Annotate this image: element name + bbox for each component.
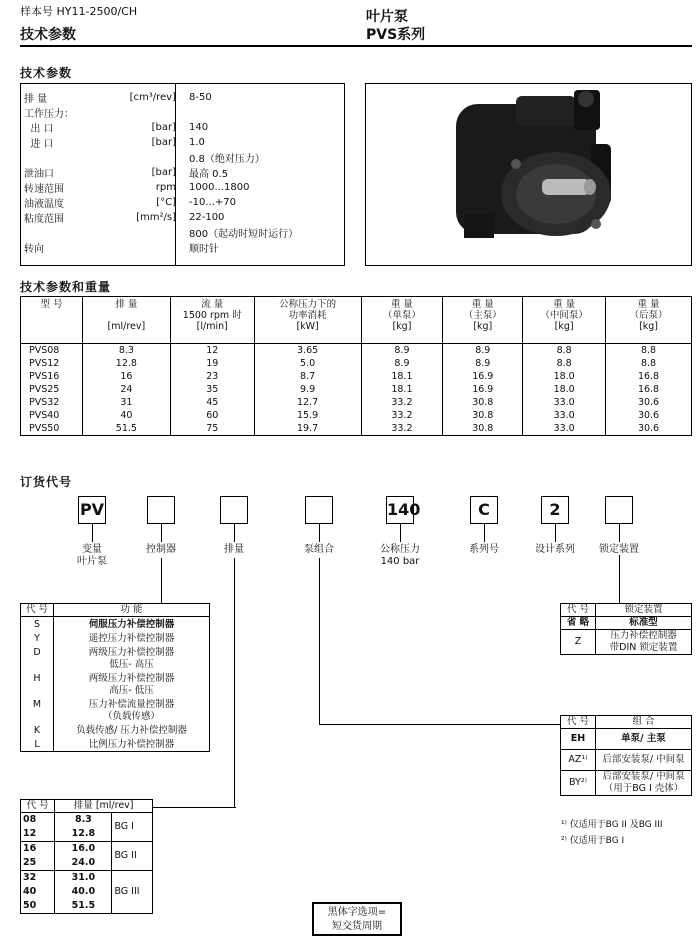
- lock-description: [596, 630, 692, 655]
- weight-section-title: 技术参数和重量: [20, 280, 112, 294]
- weight-header: [82, 297, 170, 344]
- displacement-code: 12: [21, 827, 55, 842]
- spec-row: [21, 150, 344, 165]
- order-code-box: [220, 496, 248, 524]
- weight-header-line: （中间泵）: [540, 310, 588, 321]
- spec-unit: rpm: [155, 182, 176, 193]
- weight-cell: 18.0: [523, 383, 606, 396]
- weight-cell: 8.9: [361, 357, 443, 370]
- weight-cell: 5.0: [254, 357, 361, 370]
- displacement-row: [21, 842, 153, 857]
- spec-value: [179, 105, 344, 120]
- weight-cell: 16.8: [606, 383, 692, 396]
- weight-cell: 15.9: [254, 409, 361, 422]
- weight-row: [21, 357, 692, 370]
- weight-cell: 23: [170, 370, 254, 383]
- displacement-table: [20, 799, 153, 914]
- lock-code: 省 略: [561, 617, 596, 630]
- weight-cell: 16.9: [443, 383, 523, 396]
- spec-row: [21, 195, 344, 210]
- function-row: [21, 697, 210, 723]
- order-code-label-line: 变量: [82, 544, 102, 555]
- displacement-code: 50: [21, 899, 55, 914]
- weight-header-line: 公称压力下的: [279, 299, 337, 310]
- spec-label: 工作压力：: [24, 109, 74, 120]
- displacement-code: 25: [21, 856, 55, 871]
- function-code: H: [21, 671, 54, 697]
- weight-header-line: 1500 rpm 时: [182, 310, 242, 321]
- spec-value: 最高 0.5: [189, 169, 229, 180]
- function-text-line: 遥控压力补偿控制器: [88, 633, 175, 644]
- model-cell: PVS32: [21, 396, 83, 409]
- spec-row: [21, 105, 344, 120]
- combination-text-line: （用于BG Ⅰ 壳体）: [603, 783, 684, 794]
- weight-cell: 30.6: [606, 409, 692, 422]
- lock-text-line: 压力补偿控制器: [610, 630, 677, 641]
- weight-row: [21, 370, 692, 383]
- header-rule: [20, 45, 692, 47]
- model-cell: PVS50: [21, 422, 83, 436]
- doc-number: 样本号 HY11-2500/CH: [20, 5, 138, 18]
- displacement-code: 08: [21, 813, 55, 828]
- weight-header-line: 重 量: [553, 299, 576, 310]
- weight-header-line: 型 号: [40, 299, 63, 310]
- order-code-tick: [400, 524, 401, 542]
- function-table: [20, 603, 210, 752]
- weight-header-line: [kg]: [554, 321, 574, 332]
- function-text-line: 低压- 高压: [109, 659, 154, 670]
- weight-header-line: [kW]: [296, 321, 319, 332]
- order-code-tick: [92, 524, 93, 542]
- spec-unit: [87, 225, 179, 240]
- spec-row: [21, 90, 344, 105]
- spec-label: 油液温度: [24, 199, 64, 210]
- function-text-line: （负载传感）: [102, 711, 160, 722]
- weight-row: [21, 409, 692, 422]
- displacement-value: 31.0: [55, 871, 112, 886]
- function-description: [54, 737, 210, 752]
- weight-cell: 75: [170, 422, 254, 436]
- combination-code: AZ¹⁾: [561, 750, 596, 771]
- spec-value: 顺时针: [189, 244, 219, 255]
- weight-header-line: （主泵）: [463, 310, 502, 321]
- spec-label: 转向: [24, 244, 44, 255]
- combination-row: [561, 729, 692, 750]
- weight-cell: 3.65: [254, 344, 361, 358]
- weight-header: [443, 297, 523, 344]
- weight-header-line: 功率消耗: [288, 310, 327, 321]
- order-code-box: 140: [386, 496, 414, 524]
- weight-cell: 33.0: [523, 396, 606, 409]
- displacement-value: 16.0: [55, 842, 112, 857]
- combination-header-row: [561, 716, 692, 729]
- legend-line-1: 黑体字选项=: [327, 907, 387, 918]
- weight-header-line: 排 量: [115, 299, 138, 310]
- function-name-header: 功 能: [54, 604, 210, 617]
- function-row: [21, 671, 210, 697]
- function-code: L: [21, 737, 54, 752]
- weight-cell: 8.8: [606, 344, 692, 358]
- pump-photo: [366, 84, 691, 265]
- displacement-value: 24.0: [55, 856, 112, 871]
- function-description: [54, 617, 210, 632]
- order-code-box: [305, 496, 333, 524]
- spec-value: 22-100: [189, 212, 225, 223]
- spec-row: [21, 135, 344, 150]
- function-code: D: [21, 645, 54, 671]
- spec-row: [21, 180, 344, 195]
- weight-cell: 12: [170, 344, 254, 358]
- order-code-box: PV: [78, 496, 106, 524]
- spec-value: 0.8（绝对压力）: [189, 154, 265, 165]
- spec-value: 1000...1800: [189, 182, 250, 193]
- weight-cell: 33.0: [523, 409, 606, 422]
- function-code: K: [21, 723, 54, 737]
- weight-header: [21, 297, 83, 344]
- series-name: PVS系列: [366, 27, 426, 43]
- spec-table: [21, 90, 344, 255]
- lock-row: [561, 630, 692, 655]
- order-code-box: [147, 496, 175, 524]
- combination-code-header: 代 号: [561, 716, 596, 729]
- displacement-code-header: 代 号: [21, 800, 55, 813]
- weight-cell: 12.7: [254, 396, 361, 409]
- spec-value: 800（起动时短时运行）: [189, 229, 299, 240]
- model-cell: PVS12: [21, 357, 83, 370]
- spec-value: 8-50: [189, 92, 212, 103]
- lock-table: [560, 603, 692, 655]
- function-description: [54, 645, 210, 671]
- weight-header-line: [ml/rev]: [107, 321, 146, 332]
- order-code-box: 2: [541, 496, 569, 524]
- displacement-value: 51.5: [55, 899, 112, 914]
- weight-cell: 8.9: [443, 357, 523, 370]
- spec-row: [21, 120, 344, 135]
- displacement-code: 16: [21, 842, 55, 857]
- connector-combination-h: [319, 724, 560, 725]
- function-row: [21, 737, 210, 752]
- spec-unit: [bar]: [151, 122, 176, 133]
- function-code: S: [21, 617, 54, 632]
- function-text-line: 两级压力补偿控制器: [88, 647, 175, 658]
- weight-cell: 8.8: [523, 357, 606, 370]
- order-code-label-line: 系列号: [469, 544, 499, 555]
- weight-cell: 8.3: [82, 344, 170, 358]
- order-code-label-line: 泵组合: [304, 544, 334, 555]
- spec-unit: [87, 105, 179, 120]
- displacement-code: 40: [21, 885, 55, 899]
- function-text-line: 两级压力补偿控制器: [88, 673, 175, 684]
- weight-cell: 30.8: [443, 409, 523, 422]
- spec-unit: [bar]: [151, 137, 176, 148]
- connector-displacement-v: [234, 558, 235, 807]
- weight-cell: 30.6: [606, 396, 692, 409]
- weight-header-line: [kg]: [639, 321, 659, 332]
- weight-row: [21, 396, 692, 409]
- order-code-label-line: 排量: [224, 544, 244, 555]
- weight-cell: 19.7: [254, 422, 361, 436]
- weight-cell: 16.9: [443, 370, 523, 383]
- combination-description: [596, 729, 692, 750]
- lock-code: Z: [561, 630, 596, 655]
- lock-row: [561, 617, 692, 630]
- weight-cell: 45: [170, 396, 254, 409]
- weight-row: [21, 422, 692, 436]
- weight-header: [254, 297, 361, 344]
- spec-value: 1.0: [189, 137, 205, 148]
- displacement-value: 40.0: [55, 885, 112, 899]
- function-text-line: 伺服压力补偿控制器: [88, 619, 175, 630]
- function-description: [54, 697, 210, 723]
- order-code-label: [360, 544, 440, 568]
- header-left-title: 技术参数: [20, 27, 76, 43]
- combination-name-header: 组 合: [596, 716, 692, 729]
- weight-header-line: 重 量: [471, 299, 494, 310]
- weight-cell: 18.1: [361, 370, 443, 383]
- combination-code: BY²⁾: [561, 771, 596, 796]
- weight-row: [21, 383, 692, 396]
- size-group: BG III: [112, 871, 153, 914]
- weight-cell: 31: [82, 396, 170, 409]
- spec-unit: [bar]: [151, 167, 176, 178]
- spec-label: 进 口: [24, 139, 54, 150]
- model-cell: PVS16: [21, 370, 83, 383]
- function-code: M: [21, 697, 54, 723]
- function-row: [21, 723, 210, 737]
- function-description: [54, 671, 210, 697]
- model-cell: PVS08: [21, 344, 83, 358]
- spec-unit: [87, 240, 179, 255]
- lock-name-header: 锁定装置: [596, 604, 692, 617]
- model-cell: PVS40: [21, 409, 83, 422]
- weight-row: [21, 344, 692, 358]
- weight-cell: 24: [82, 383, 170, 396]
- order-code-tick: [484, 524, 485, 542]
- weight-header-line: [kg]: [392, 321, 412, 332]
- weight-cell: 30.6: [606, 422, 692, 436]
- weight-cell: 60: [170, 409, 254, 422]
- weight-cell: 51.5: [82, 422, 170, 436]
- connector-control-v: [161, 558, 162, 603]
- product-name: 叶片泵: [366, 9, 408, 25]
- spec-unit: [87, 150, 179, 165]
- spec-label: 泄油口: [24, 169, 54, 180]
- weight-cell: 8.9: [443, 344, 523, 358]
- function-text-line: 负载传感/ 压力补偿控制器: [76, 725, 187, 736]
- spec-label: 转速范围: [24, 184, 64, 195]
- lock-text-line: 标准型: [629, 617, 658, 628]
- displacement-code: 32: [21, 871, 55, 886]
- weight-header-line: 重 量: [390, 299, 413, 310]
- combination-description: [596, 750, 692, 771]
- weight-cell: 9.9: [254, 383, 361, 396]
- spec-row: [21, 210, 344, 225]
- function-row: [21, 631, 210, 645]
- order-code-tick: [161, 524, 162, 542]
- lock-code-header: 代 号: [561, 604, 596, 617]
- weight-cell: 33.2: [361, 396, 443, 409]
- order-code-label-line: 设计系列: [535, 544, 575, 555]
- weight-cell: 8.7: [254, 370, 361, 383]
- order-code-label: [194, 544, 274, 556]
- displacement-value: 8.3: [55, 813, 112, 828]
- combination-row: [561, 750, 692, 771]
- spec-box: [20, 83, 345, 266]
- order-code-box: C: [470, 496, 498, 524]
- order-code-tick: [319, 524, 320, 542]
- order-code-tick: [234, 524, 235, 542]
- spec-label: 粘度范围: [24, 214, 64, 225]
- weight-header: [606, 297, 692, 344]
- spec-row: [21, 165, 344, 180]
- size-group: BG II: [112, 842, 153, 871]
- connector-lock-v: [619, 555, 620, 603]
- weight-cell: 12.8: [82, 357, 170, 370]
- combination-text-line: 后部安装泵/ 中间泵: [602, 754, 685, 765]
- function-description: [54, 723, 210, 737]
- weight-cell: 33.2: [361, 409, 443, 422]
- weight-cell: 40: [82, 409, 170, 422]
- weight-header: [361, 297, 443, 344]
- function-row: [21, 645, 210, 671]
- function-row: [21, 617, 210, 632]
- function-header-row: [21, 604, 210, 617]
- lock-text-line: 带DIN 锁定装置: [609, 642, 678, 653]
- order-code-label-line: 控制器: [146, 544, 176, 555]
- order-code-tick: [555, 524, 556, 542]
- order-section-title: 订货代号: [20, 475, 73, 489]
- displacement-row: [21, 813, 153, 828]
- weight-cell: 30.8: [443, 396, 523, 409]
- spec-row: [21, 240, 344, 255]
- combination-note-2: ²⁾ 仅适用于BG I: [561, 836, 625, 846]
- spec-value: 140: [189, 122, 209, 133]
- order-code-label-line: 140 bar: [380, 556, 420, 567]
- weight-header-line: [kg]: [473, 321, 493, 332]
- weight-header-line: （单泵）: [382, 310, 421, 321]
- function-text-line: 比例压力补偿控制器: [88, 739, 175, 750]
- order-code-label: [444, 544, 524, 556]
- order-code-box: [605, 496, 633, 524]
- spec-unit: [cm³/rev]: [129, 92, 176, 103]
- spec-unit: [°C]: [156, 197, 176, 208]
- displacement-value: 12.8: [55, 827, 112, 842]
- order-code-label: [121, 544, 201, 556]
- combination-description: [596, 771, 692, 796]
- combination-row: [561, 771, 692, 796]
- combination-text-line: 后部安装泵/ 中间泵: [602, 771, 685, 782]
- lock-description: [596, 617, 692, 630]
- weight-cell: 8.8: [606, 357, 692, 370]
- weight-header-line: [83, 310, 170, 321]
- combination-code: EH: [561, 729, 596, 750]
- function-text-line: 压力补偿流量控制器: [88, 699, 175, 710]
- order-code-tick: [619, 524, 620, 542]
- spec-section-title: 技术参数: [20, 66, 73, 80]
- spec-label: [21, 150, 87, 165]
- displacement-header-row: [21, 800, 153, 813]
- weight-header: [523, 297, 606, 344]
- combination-note-1: ¹⁾ 仅适用于BG II 及BG III: [561, 820, 663, 830]
- weight-header: [170, 297, 254, 344]
- spec-label: 出 口: [24, 124, 54, 135]
- weight-cell: 18.1: [361, 383, 443, 396]
- weight-table: [20, 296, 692, 436]
- spec-label: 排 量: [24, 94, 48, 105]
- combination-table: [560, 715, 692, 796]
- spec-unit: [mm²/s]: [136, 212, 176, 223]
- lock-header-row: [561, 604, 692, 617]
- legend-line-2: 短交货周期: [332, 921, 382, 932]
- combination-text-line: 单泵/ 主泵: [621, 733, 666, 744]
- function-description: [54, 631, 210, 645]
- order-code-label-line: 叶片泵: [77, 556, 107, 567]
- order-code-label: [52, 544, 132, 568]
- displacement-row: [21, 871, 153, 886]
- spec-value: -10...+70: [189, 197, 236, 208]
- weight-header-line: 流 量: [201, 299, 224, 310]
- weight-cell: 8.9: [361, 344, 443, 358]
- function-code: Y: [21, 631, 54, 645]
- model-cell: PVS25: [21, 383, 83, 396]
- weight-cell: 16: [82, 370, 170, 383]
- order-code-label-line: 锁定装置: [599, 544, 639, 555]
- connector-displacement-h: [152, 807, 236, 808]
- weight-header-line: （后泵）: [629, 310, 668, 321]
- weight-cell: 33.0: [523, 422, 606, 436]
- spec-row: [21, 225, 344, 240]
- weight-header-line: [21, 310, 82, 321]
- order-code-label-line: 公称压力: [380, 544, 420, 555]
- connector-combination-v: [319, 558, 320, 724]
- order-code-label: [279, 544, 359, 556]
- function-text-line: 高压- 低压: [109, 685, 154, 696]
- weight-cell: 35: [170, 383, 254, 396]
- legend-box: [312, 902, 402, 936]
- displacement-value-header: 排量 [ml/rev]: [55, 800, 153, 813]
- weight-cell: 30.8: [443, 422, 523, 436]
- function-code-header: 代 号: [21, 604, 54, 617]
- spec-label: [21, 225, 87, 240]
- weight-cell: 19: [170, 357, 254, 370]
- size-group: BG I: [112, 813, 153, 842]
- weight-cell: 33.2: [361, 422, 443, 436]
- weight-header-line: 重 量: [637, 299, 660, 310]
- weight-cell: 18.0: [523, 370, 606, 383]
- pump-photo-frame: [365, 83, 692, 266]
- weight-cell: 8.8: [523, 344, 606, 358]
- weight-header-line: [21, 321, 82, 332]
- weight-cell: 16.8: [606, 370, 692, 383]
- weight-header-line: [l/min]: [196, 321, 228, 332]
